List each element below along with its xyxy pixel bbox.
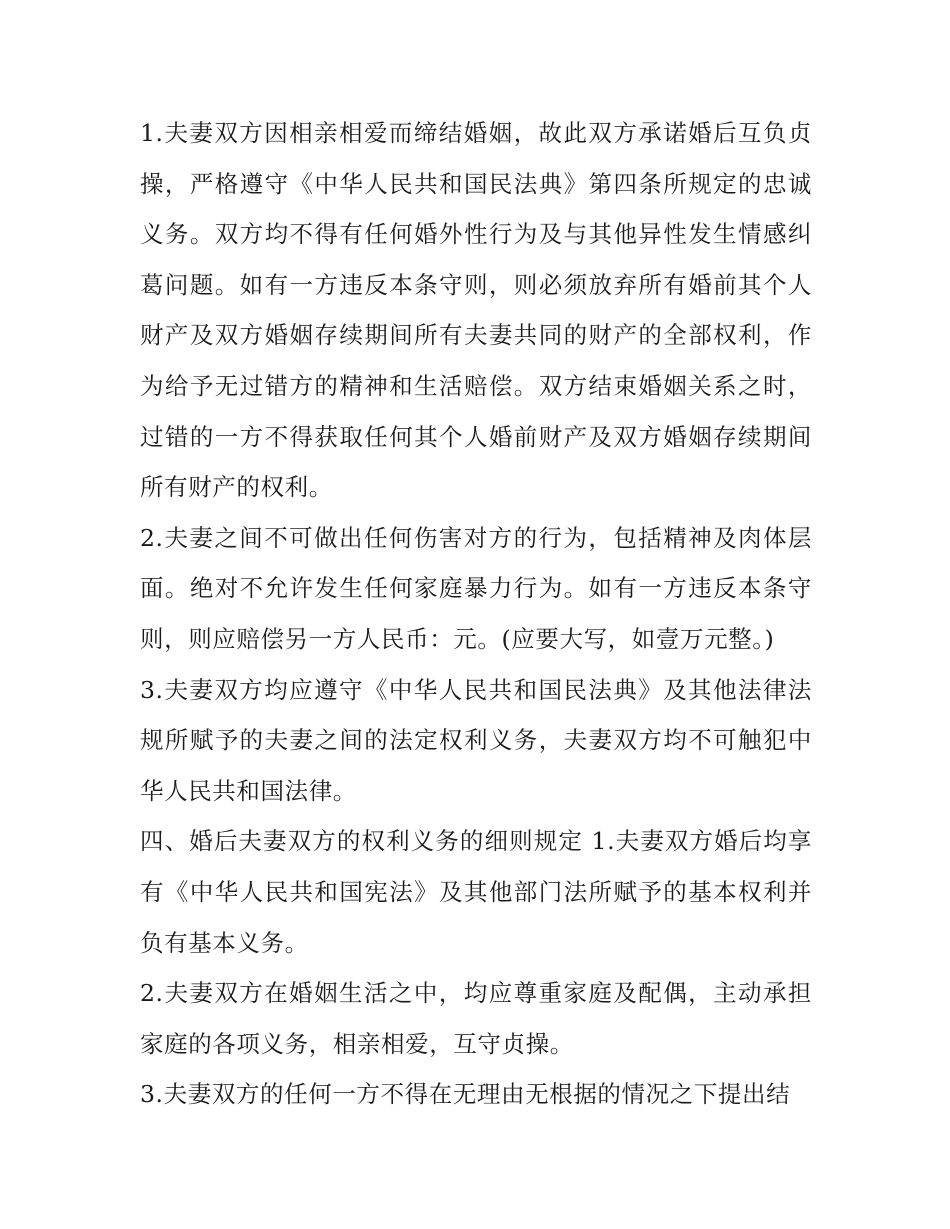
clause-no-harm-paragraph: 2.夫妻之间不可做出任何伤害对方的行为，包括精神及肉体层面。绝对不允许发生任何家庭暴力行为。如有一方违反本条守则，则应赔偿另一方人民币：元。(应要大写，如壹万元整。) xyxy=(140,523,812,653)
clause-fidelity-paragraph: 1.夫妻双方因相亲相爱而缔结婚姻，故此双方承诺婚后互负贞操，严格遵守《中华人民共和国民法典》第四条所规定的忠诚义务。双方均不得有任何婚外性行为及与其他异性发生情感纠葛问题。如有一方违反本条守则，则必须放弃所有婚前其个人财产及双方婚姻存续期间所有夫妻共同的财产的全部权利，作为给予无过错方的精神和生活赔偿。双方结束婚姻关系之时，过错的一方不得获取任何其个人婚前财产及双方婚姻存续期间所有财产的权利。 xyxy=(140,119,812,502)
clause-respect-family-paragraph: 2.夫妻双方在婚姻生活之中，均应尊重家庭及配偶，主动承担家庭的各项义务，相亲相爱，互守贞操。 xyxy=(140,979,812,1058)
clause-obey-law-paragraph: 3.夫妻双方均应遵守《中华人民共和国民法典》及其他法律法规所赋予的夫妻之间的法定权利义务，夫妻双方均不可触犯中华人民共和国法律。 xyxy=(140,675,812,805)
section-four-paragraph: 四、婚后夫妻双方的权利义务的细则规定 1.夫妻双方婚后均享有《中华人民共和国宪法》及其他部门法所赋予的基本权利并负有基本义务。 xyxy=(140,827,812,957)
document-body xyxy=(140,108,812,1120)
clause-no-unreasonable-divorce-paragraph: 3.夫妻双方的任何一方不得在无理由无根据的情况之下提出结 xyxy=(140,1080,791,1109)
